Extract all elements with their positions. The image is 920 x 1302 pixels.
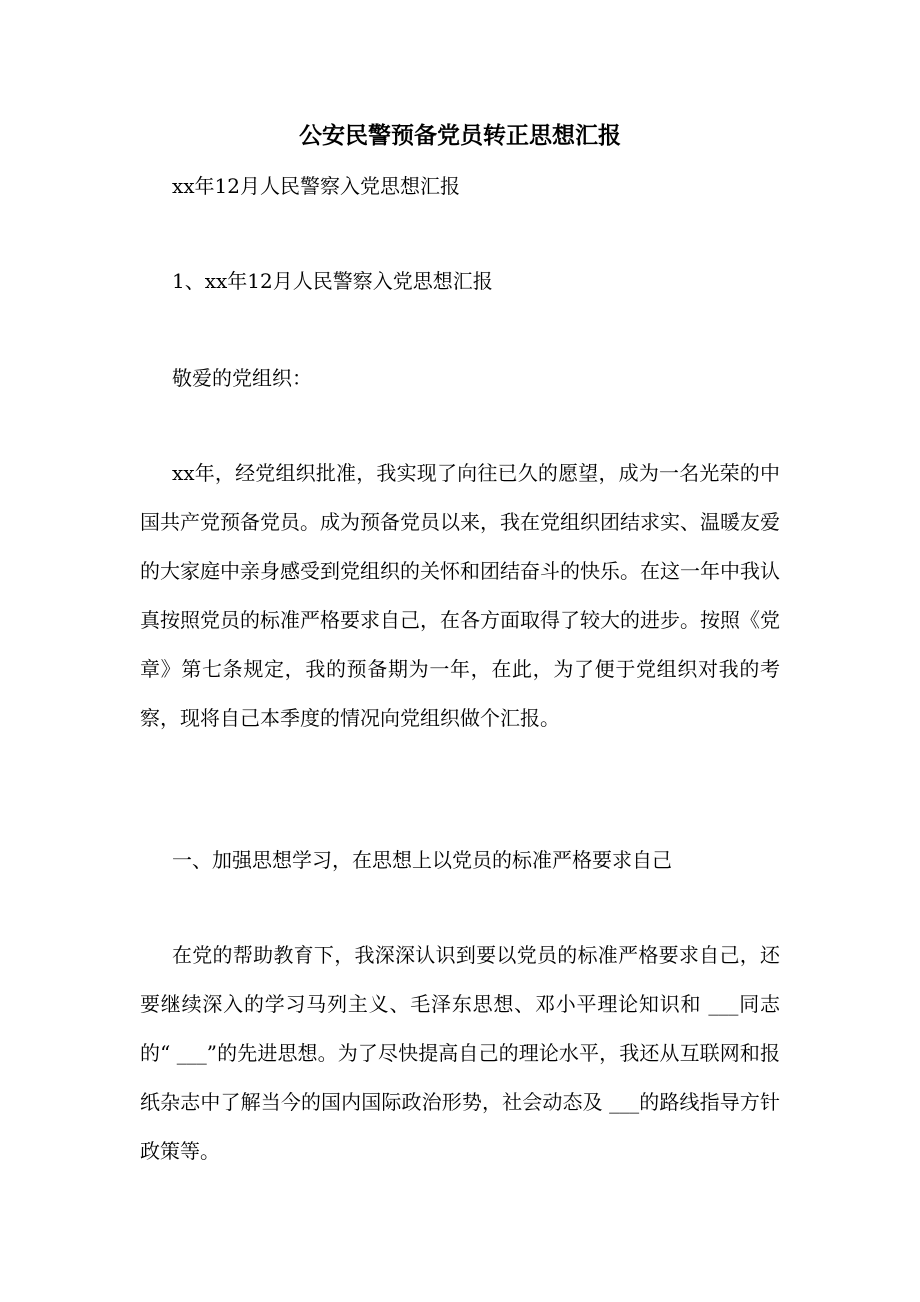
document-subtitle: xx年12月人民警察入党思想汇报	[172, 174, 461, 198]
paragraph-1: xx年，经党组织批准，我实现了向往已久的愿望，成为一名光荣的中国共产党预备党员。成为预备党员以来，我在党组织团结求实、温暖友爱的大家庭中亲身感受到党组织的关怀和团结奋斗的快乐。在这一年中我认真按照党员的标准严格要求自己，在各方面取得了较大的进步。按照《党章》第七条规定，我的预备期为一年，在此，为了便于党组织对我的考察，现将自己本季度的情况向党组织做个汇报。	[140, 461, 780, 730]
salutation: 敬爱的党组织：	[172, 366, 312, 390]
section-heading: 1、xx年12月人民警察入党思想汇报	[172, 269, 493, 293]
heading-1: 一、加强思想学习，在思想上以党员的标准严格要求自己	[172, 848, 672, 872]
document-title: 公安民警预备党员转正思想汇报	[299, 122, 621, 149]
paragraph-2: 在党的帮助教育下，我深深认识到要以党员的标准严格要求自己，还要继续深入的学习马列主义、毛泽东思想、邓小平理论知识和 ___同志的“ ___”的先进思想。为了尽快提高自己的理论水平，我还从互联网和报纸杂志中了解当今的国内国际政治形势，社会动态及 ___的路线指导方针政策等。	[140, 943, 780, 1163]
